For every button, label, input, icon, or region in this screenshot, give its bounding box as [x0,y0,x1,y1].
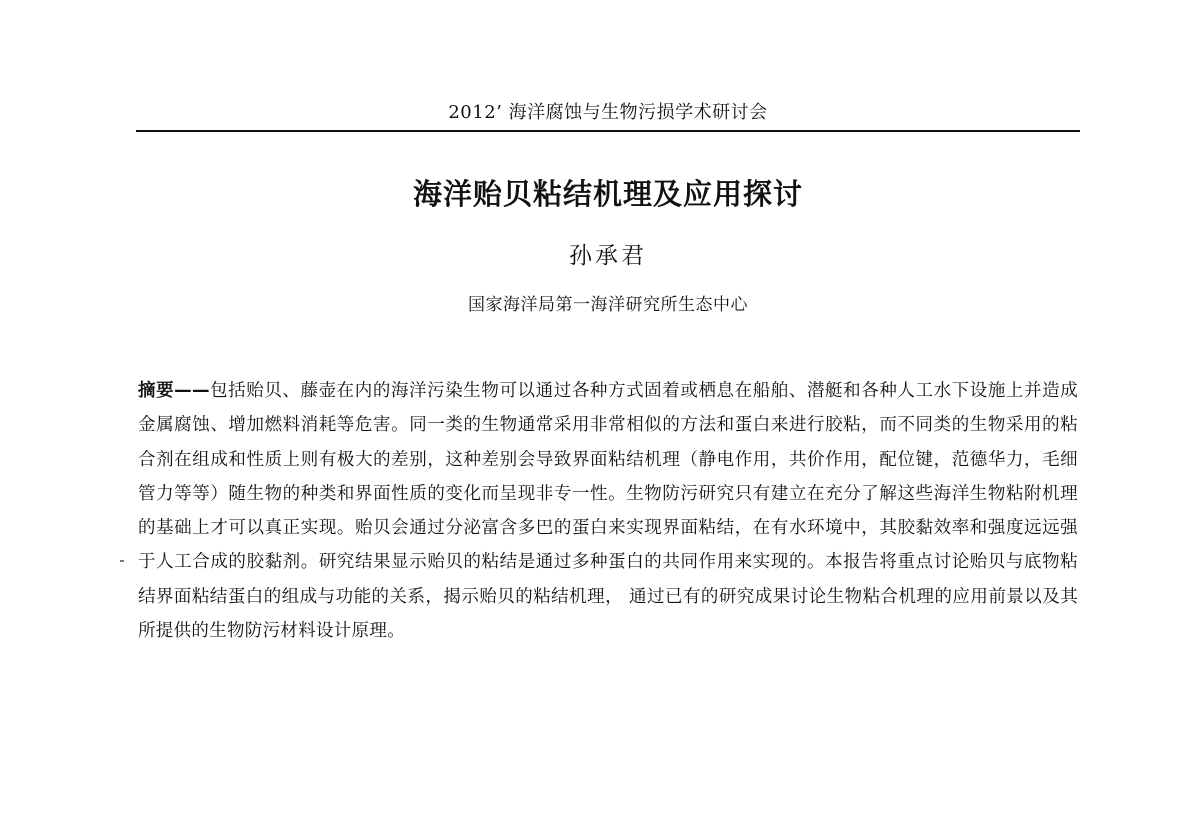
running-header: 2012’ 海洋腐蚀与生物污损学术研讨会 [448,102,768,123]
abstract-label: 摘要—— [138,381,210,401]
abstract-body: 包括贻贝、藤壶在内的海洋污染生物可以通过各种方式固着或栖息在船舶、潜艇和各种人工水下设施上并造成金属腐蚀、增加燃料消耗等危害。同一类的生物通常采用非常相似的方法和蛋白来进行胶粘，而不同类的生物采用的粘合剂在组成和性质上则有极大的差别，这种差别会导致界面粘结机理（静电作用，共价作用，配位键，范德华力，毛细管力等等）随生物的种类和界面性质的变化而呈现非专一性。生物防污研究只有建立在充分了解这些海洋生物粘附机理的基础上才可以真正实现。贻贝会通过分泌富含多巴的蛋白来实现界面粘结，在有水环境中，其胶黏效率和强度远远强于人工合成的胶黏剂。研究结果显示贻贝的粘结是通过多种蛋白的共同作用来实现的。本报告将重点讨论贻贝与底物粘结界面粘结蛋白的组成与功能的关系，揭示贻贝的粘结机理， 通过已有的研究成果讨论生物粘合机理的应用前景以及其所提供的生物防污材料设计原理。 [138,381,1078,642]
paper-affiliation: 国家海洋局第一海洋研究所生态中心 [468,295,748,315]
scan-mark [120,560,124,562]
header-divider [136,130,1080,132]
abstract-paragraph [138,374,1078,648]
paper-author: 孙承君 [569,243,647,269]
paper-title: 海洋贻贝粘结机理及应用探讨 [412,177,803,211]
